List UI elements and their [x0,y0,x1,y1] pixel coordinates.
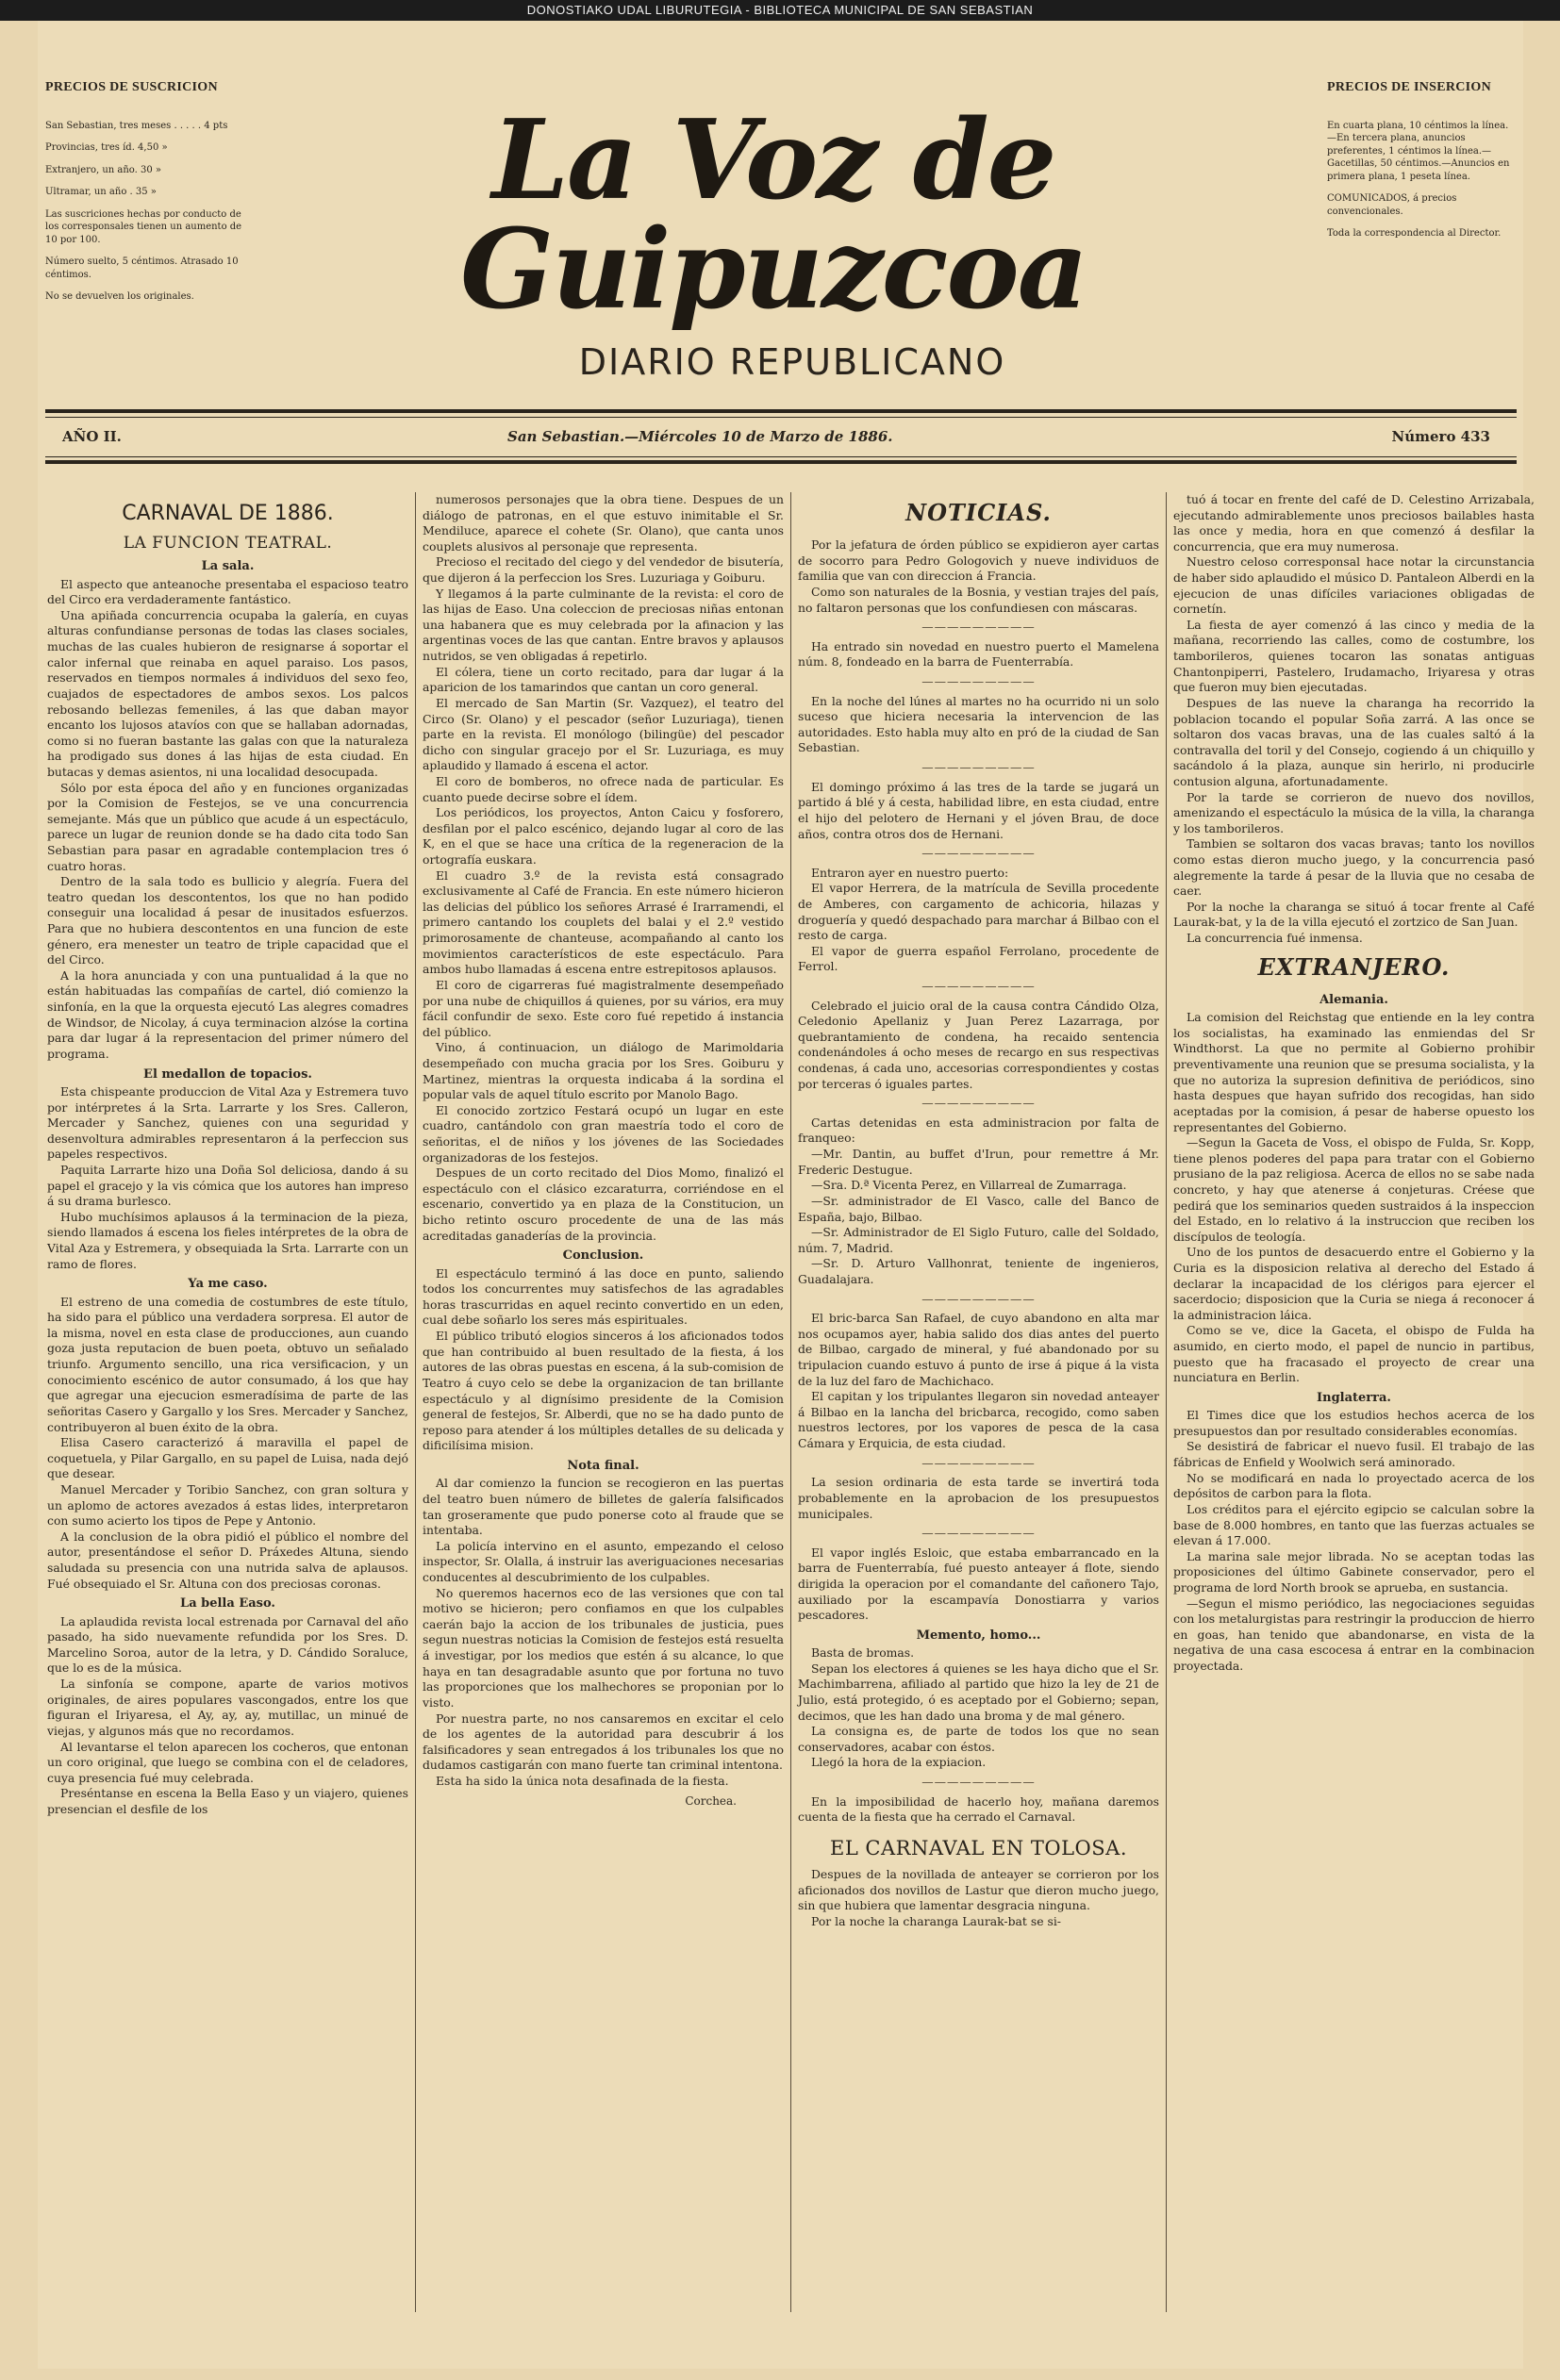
subsection-heading: La sala. [201,559,255,574]
paragraph: El capitan y los tripulantes llegaron sin novedad anteayer á Bilbao en la lancha del bricbarca, recogido, como saben nuestros lectores, por los vapores de pesca de la casa Cámara y Erquicia, de esta ciudad. [798,1389,1159,1451]
column-divider [415,492,416,2312]
separator: ————————— [921,1455,1036,1470]
paragraph: La marina sale mejor librada. No se aceptan todas las proposiciones del último Gabinete conservador, pero el programa de lord North brook se aprueba, en sustancia. [1173,1548,1535,1595]
paragraph: La sesion ordinaria de esta tarde se invertirá toda probablemente en la aprobacion de los presupuestos municipales. [798,1475,1159,1521]
subscription-line: Las suscriciones hechas por conducto de los corresponsales tienen un aumento de 10 por 100. [45,208,242,245]
paragraph: tuó á tocar en frente del café de D. Celestino Arrizabala, ejecutando admirablemente unos preciosos bailables hasta las once y media, hora en que comenzó á desfilar la concurrencia, que era muy numerosa. [1173,492,1535,554]
paragraph: numerosos personajes que la obra tiene. Despues de un diálogo de patronas, en el que estuvo inimitable el Sr. Mendiluce, aparece el cohete (Sr. Olano), que canta unos couplets alusivos al personaje que representa. [423,492,784,554]
subsection-heading: Inglaterra. [1317,1390,1391,1405]
paragraph: Cartas detenidas en esta administracion por falta de franqueo: [798,1115,1159,1146]
article-title: EL CARNAVAL EN TOLOSA. [829,1836,1127,1859]
paragraph: Por la noche la charanga Laurak-bat se si- [811,1913,1061,1928]
paragraph: En la imposibilidad de hacerlo hoy, mañana daremos cuenta de la fiesta que ha cerrado el Carnaval. [798,1793,1159,1825]
paragraph: La fiesta de ayer comenzó á las cinco y media de la mañana, recorriendo las calles, como de costumbre, los tamborileros, quienes tocaron las sonatas antiguas Chantonpiperri, Pastelero, Irudamacho, Iriyaresa y otras que fueron muy bien ejecutadas. [1173,617,1535,695]
paragraph: —Sr. D. Arturo Vallhonrat, teniente de ingenieros, Guadalajara. [798,1256,1159,1286]
library-banner: DONOSTIAKO UDAL LIBURUTEGIA - BIBLIOTECA MUNICIPAL DE SAN SEBASTIAN [0,0,1560,21]
top-rule [45,409,1517,413]
paragraph: La comision del Reichstag que entiende en la ley contra los socialistas, ha examinado las enmiendas del Sr Windthorst. La que no permite al Gobierno prohibir preventivamente una reunion que se presuma socialista, y la que no autoriza la supresion definitiva de periódicos, sino hasta despues que hayan sufrido dos recogidas, han sido aceptadas por la comision, á pesar de haberse opuesto los representantes del Gobierno. [1173,1010,1535,1134]
paragraph: Celebrado el juicio oral de la causa contra Cándido Olza, Celedonio Apellaniz y Juan Perez Lazarraga, por quebrantamiento de condena, ha recaido sentencia condenándoles á ocho meses de recargo en sus respectivas condenas, á cada uno, accesorias correspondientes y costas por terceras ó iguales partes. [798,998,1159,1091]
paragraph: Despues de la novillada de anteayer se corrieron por los aficionados dos novillos de Lastur que dieron mucho juego, sin que hubiera que lamentar desgracia ninguna. [798,1867,1159,1913]
year-label: AÑO II. [62,428,122,445]
paragraph: Se desistirá de fabricar el nuevo fusil. El trabajo de las fábricas de Enfield y Woolwich será aminorado. [1173,1439,1535,1470]
paragraph: Nuestro celoso corresponsal hace notar la circunstancia de haber sido aplaudido el músico D. Pantaleon Alberdi en la ejecucion de unas difíciles variaciones obligadas de cornetín. [1173,554,1535,617]
section-subtitle: LA FUNCION TEATRAL. [123,534,333,554]
paragraph: El bric-barca San Rafael, de cuyo abandono en alta mar nos ocupamos ayer, habia salido dos dias antes del puerto de Bilbao, cargado de mineral, y fué abandonado por su tripulacion cuando estuvo á punto de irse á pique á la vista de la luz del faro de Machichaco. [798,1311,1159,1388]
top-rule-thin [45,417,1517,418]
subsection-heading: Alemania. [1319,992,1388,1007]
paragraph: Llegó la hora de la expiacion. [811,1755,987,1770]
paragraph: Ha entrado sin novedad en nuestro puerto el Mamelena núm. 8, fondeado en la barra de Fuenterrabía. [798,638,1159,669]
paragraph: La concurrencia fué inmensa. [1187,931,1363,946]
paragraph: La aplaudida revista local estrenada por Carnaval del año pasado, ha sido nuevamente refundida por los Sres. D. Marcelino Soroa, autor de la letra, y D. Cándido Soraluce, que lo es de la música. [47,1613,408,1676]
separator: ————————— [921,1096,1036,1111]
paragraph: El mercado de San Martin (Sr. Vazquez), el teatro del Circo (Sr. Olano) y el pescador (señor Luzuriaga), tienen parte en la revista. El monólogo (bilingüe) del pescador dicho con singular gracejo por el Sr. Luzuriaga, es muy aplaudido y llamado á escena el actor. [423,695,784,773]
date-rule [45,460,1517,464]
subsection-heading: Nota final. [567,1458,639,1473]
paragraph: Los periódicos, los proyectos, Anton Caicu y fosforero, desfilan por el palco escénico, dejando lugar al coro de las K, en el que se hace una crítica de la regeneracion de la ortografía euskara. [423,805,784,868]
subscription-line: Extranjero, un año. 30 » [45,164,162,175]
column-4 [1173,492,1535,1675]
column-2 [423,492,784,1809]
subsection-heading: Conclusion. [562,1248,644,1264]
insertion-line: Toda la correspondencia al Director. [1327,228,1502,240]
paragraph: Entraron ayer en nuestro puerto: [811,865,1009,880]
paragraph: Al dar comienzo la funcion se recogieron en las puertas del teatro buen número de billetes de galería falsificados tan groseramente que pudo ponerse coto al fraude que se intentaba. [423,1476,784,1538]
separator: ————————— [921,620,1036,635]
section-title: CARNAVAL DE 1886. [122,502,334,525]
paragraph: —Sra. D.ª Vicenta Perez, en Villarreal de Zumarraga. [811,1178,1127,1193]
insertion-title: PRECIOS DE INSERCION [1327,80,1492,94]
subscription-line: Provincias, tres íd. 4,50 » [45,142,168,154]
paragraph: —Sr. administrador de El Vasco, calle del Banco de España, bajo, Bilbao. [798,1193,1159,1224]
section-banner: NOTICIAS. [905,499,1052,526]
paragraph: El vapor Herrera, de la matrícula de Sevilla procedente de Amberes, con cargamento de achicoria, hilazas y droguería y quedó despachado para marchar á Bilbao con el resto de carga. [798,881,1159,943]
paragraph: Una apiñada concurrencia ocupaba la galería, en cuyas alturas confundianse personas de todas las clases sociales, muchas de las cuales hubieron de resignarse á soportar el calor infernal que reinaba en aquel paraiso. Los pasos, reservados en tiempos normales á individuos del sexo feo, cuajados de espectadores de ambos sexos. Los palcos rebosando bellezas femeniles, á las que daban mayor encanto los lujosos atavíos con que se hallaban adornadas, como si no fueran bastante las galas con que la naturaleza ha prodigado sus dones á las hijas de esta ciudad. En butacas y demas asientos, ni una localidad desocupada. [47,607,408,779]
paragraph: El domingo próximo á las tres de la tarde se jugará un partido á blé y á cesta, habilidad libre, en esta ciudad, entre el hijo del pelotero de Hernani y el jóven Brau, de doce años, contra otros dos de Hernani. [798,779,1159,841]
issue-date: San Sebastian.—Miércoles 10 de Marzo de 1886. [507,428,893,445]
paragraph: La policía intervino en el asunto, empezando el celoso inspector, Sr. Olalla, á instruir las averiguaciones necesarias conducentes al descubrimiento de los culpables. [423,1538,784,1585]
paragraph: La consigna es, de parte de todos los que no sean conservadores, acabar con éstos. [798,1724,1159,1754]
subsection-heading: El medallon de topacios. [143,1066,312,1082]
paragraph: El público tributó elogios sinceros á los aficionados todos que han contribuido al buen resultado de la fiesta, á los autores de las obras puestas en escena, á la sub-comision de Teatro á cuyo celo se debe la organizacion de tan brillante espectáculo y al dignísimo presidente de la Comision general de festejos, Sr. Alberdi, que no se ha dado punto de reposo para atender á los múltiples detalles de su delicada y dificilísima mision. [423,1329,784,1453]
subsection-heading: La bella Easo. [180,1596,275,1611]
column-divider [790,492,791,2312]
paragraph: Al levantarse el telon aparecen los cocheros, que entonan un coro original, que luego se combina con el de celadores, cuya presencia fué muy celebrada. [47,1739,408,1785]
paragraph: El conocido zortzico Festará ocupó un lugar en este cuadro, cantándolo con gran maestría todo el coro de señoritas, el de niños y los jóvenes de las Sociedades organizadoras de los festejos. [423,1102,784,1165]
separator: ————————— [921,760,1036,775]
paragraph: A la conclusion de la obra pidió el público el nombre del autor, presentándose el señor D. Práxedes Altuna, siendo saludada su presencia con una nutrida salva de aplausos. Fué obsequiado el Sr. Altuna con dos preciosas coronas. [47,1529,408,1591]
subsection-heading: Ya me caso. [188,1277,268,1292]
paragraph: Por la tarde se corrieron de nuevo dos novillos, amenizando el espectáculo la música de la villa, la charanga y los tamborileros. [1173,789,1535,835]
section-banner: EXTRANJERO. [1257,952,1451,981]
paragraph: Preséntanse en escena la Bella Easo y un viajero, quienes presencian el desfile de los [47,1786,408,1816]
paragraph: En la noche del lúnes al martes no ha ocurrido ni un solo suceso que hiciera necesaria la intervencion de las autoridades. Esto habla muy alto en pró de la ciudad de San Sebastian. [798,693,1159,755]
paragraph: Como son naturales de la Bosnia, y vestian trajes del país, no faltaron personas que los confundiesen con máscaras. [798,584,1159,615]
separator: ————————— [921,846,1036,861]
paragraph: Los créditos para el ejército egipcio se calculan sobre la base de 8.000 hombres, en tanto que las fuerzas actuales se elevan á 17.000. [1173,1501,1535,1548]
issue-number: Número 433 [1391,428,1490,445]
paragraph: Esta chispeante produccion de Vital Aza y Estremera tuvo por intérpretes á la Srta. Larrarte y los Sres. Calleron, Mercader y Sanchez, quienes con una seguridad y desenvoltura admirables representaron á la perfeccion sus papeles respectivos. [47,1083,408,1162]
paragraph: Hubo muchísimos aplausos á la terminacion de la pieza, siendo llamados á escena los fieles intérpretes de la obra de Vital Aza y Estremera, y obsequiada la Srta. Larrarte con un ramo de flores. [47,1209,408,1271]
paragraph: —Sr. Administrador de El Siglo Futuro, calle del Soldado, núm. 7, Madrid. [798,1225,1159,1255]
separator: ————————— [921,1526,1036,1541]
paragraph: Basta de bromas. [811,1645,915,1661]
paragraph: Despues de un corto recitado del Dios Momo, finalizó el espectáculo con el clásico ezcaraturra, corriéndose en el escenario, convertido ya en plaza de la Constitucion, un bicho retinto oscuro procedente de una de las más acreditadas ganaderías de la provincia. [423,1165,784,1243]
paragraph: Por nuestra parte, no nos cansaremos en excitar el celo de los agentes de la autoridad para descubrir á los falsificadores y sean entregados á los tribunales los que no dudamos castigarán con mano fuerte tan criminal intentona. [423,1711,784,1773]
column-1 [47,492,408,1818]
paragraph: Por la jefatura de órden público se expidieron ayer cartas de socorro para Pedro Gologovich y nueve individuos de familia que van con direccion á Francia. [798,537,1159,584]
paragraph: El estreno de una comedia de costumbres de este título, ha sido para el público una verdadera sorpresa. El autor de la misma, novel en esta clase de producciones, aun cuando goza justa reputacion de buen poeta, obtuvo un señalado triunfo. Argumento sencillo, una rica versificacion, y un conocimiento escénico de autor consumado, á los que hay que agregar una ejecucion esmeradísima de parte de las señoritas Casero y Gargallo y los Sres. Mercader y Sanchez, contribuyeron al buen éxito de la obra. [47,1294,408,1434]
paragraph: El Times dice que los estudios hechos acerca de los presupuestos dan por resultado considerables economías. [1173,1408,1535,1438]
paragraph: —Mr. Dantin, au buffet d'Irun, pour remettre á Mr. Frederic Destugue. [798,1147,1159,1177]
paragraph: Elisa Casero caracterizó á maravilla el papel de coquetuela, y Pilar Gargallo, en su papel de Luisa, nada dejó que desear. [47,1435,408,1481]
paragraph: Y llegamos á la parte culminante de la revista: el coro de las hijas de Easo. Una coleccion de preciosas niñas entonan una habanera que es muy celebrada por la afinacion y las argentinas voces de las que cantan. Entre bravos y aplausos nutridos, se ven obligadas á repetirlo. [423,586,784,664]
paragraph: Vino, á continuacion, un diálogo de Marimoldaria desempeñado con mucha gracia por los Sres. Goiburu y Martinez, mientras la orquesta indicaba á la sordina el popular vals de aquel título escrito por Manolo Bago. [423,1040,784,1102]
paragraph: El coro de bomberos, no ofrece nada de particular. Es cuanto puede decirse sobre el ídem. [423,773,784,804]
paragraph: El vapor inglés Esloic, que estaba embarrancado en la barra de Fuenterrabía, fué puesto anteayer á flote, siendo dirigida la operacion por el comandante del cañonero Tajo, auxiliado por la escampavía Donostiarra y varios pescadores. [798,1545,1159,1623]
separator: ————————— [921,674,1036,689]
subscription-line: Ultramar, un año . 35 » [45,187,157,198]
paragraph: A la hora anunciada y con una puntualidad á la que no están habituadas las compañías de cartel, dió comienzo la sinfonía, en la que la orquesta ejecutó Las alegres comadres de Windsor, de Nicolay, á cuya terminacion alzóse la cortina para dar lugar á la representacion del primer número del programa. [47,967,408,1061]
subscription-prices [45,79,243,313]
insertion-line: En cuarta plana, 10 céntimos la línea.—En tercera plana, anuncios preferentes, 1 céntimos la línea.—Gacetillas, 50 céntimos.—Anuncios en primera plana, 1 peseta línea. [1327,120,1510,182]
column-3 [798,492,1159,1929]
paragraph: El aspecto que anteanoche presentaba el espacioso teatro del Circo era verdaderamente fantástico. [47,576,408,607]
paragraph: Despues de las nueve la charanga ha recorrido la poblacion tocando el popular Soña zarrá. A las once se soltaron dos vacas bravas, una de las cuales saltó á la contravalla del toril y del Consejo, cogiendo á un chiquillo y sacándolo á la plaza, aunque sin herirlo, ni producirle contusion alguna, afortunadamente. [1173,695,1535,788]
separator: ————————— [921,979,1036,993]
subsection-heading: Memento, homo... [916,1628,1041,1643]
newspaper-title: La Voz de Guipuzcoa [460,96,1087,334]
paragraph: Tambien se soltaron dos vacas bravas; tanto los novillos como estas dieron mucho juego, y la concurrencia pasó alegremente la tarde á pesar de la lluvia que no cesaba de caer. [1173,836,1535,899]
subscription-line: Número suelto, 5 céntimos. Atrasado 10 céntimos. [45,256,239,280]
paragraph: Por la noche la charanga se situó á tocar frente al Café Laurak-bat, y la de la villa ejecutó el zortzico de San Juan. [1173,899,1535,930]
insertion-line: COMUNICADOS, á precios convencionales. [1327,193,1457,217]
newspaper-page [38,21,1535,2369]
paragraph: —Segun la Gaceta de Voss, el obispo de Fulda, Sr. Kopp, tiene plenos poderes del papa para tratar con el Gobierno prusiano de la paz religiosa. Acerca de ellos no se sabe nada concreto, y hay que atenerse á conjeturas. Créese que pedirá que los seminarios queden sustraidos á la inspeccion del Estado, en lo relativo á la instruccion que reciben los discípulos de teología. [1173,1135,1535,1244]
paragraph: El cuadro 3.º de la revista está consagrado exclusivamente al Café de Francia. En este número hicieron las delicias del público los señores Arrasé é Irarramendi, el primero cantando los couplets del balai y el 2.º vestido primorosamente de chanteuse, acompañando al canto los movimientos característicos de este espectáculo. Para ambos hubo llamadas á escena entre estrepitosos aplausos. [423,868,784,977]
paragraph: Como se ve, dice la Gaceta, el obispo de Fulda ha asumido, en cierto modo, el papel de nuncio in partibus, puesto que ha fracasado el proyecto de crear una nunciatura en Berlin. [1173,1323,1535,1385]
paragraph: El espectáculo terminó á las doce en punto, saliendo todos los concurrentes muy satisfechos de las agradables horas trascurridas en aquel recinto convertido en un eden, cual debe soñarlo los seres más espirituales. [423,1265,784,1328]
paragraph: Esta ha sido la única nota desafinada de la fiesta. [436,1773,729,1788]
paragraph: El vapor de guerra español Ferrolano, procedente de Ferrol. [798,943,1159,974]
date-rule-thin [45,456,1517,457]
paragraph: No se modificará en nada lo proyectado acerca de los depósitos de carbon para la flota. [1173,1470,1535,1501]
paragraph: Uno de los puntos de desacuerdo entre el Gobierno y la Curia es la disposicion relativa al derecho del Estado á declarar la incapacidad de los clérigos para ejercer el sacerdocio; disposicion que la Curia se niega á reconocer á la administracion láica. [1173,1245,1535,1322]
subscription-line: No se devuelven los originales. [45,291,194,303]
paragraph: La sinfonía se compone, aparte de varios motivos originales, de aires populares vascongados, entre los que figuran el Iriyaresa, el Ay, ay, ay, mutillac, un minué de viejas, y algunos más que no recordamos. [47,1677,408,1738]
separator: ————————— [921,1291,1036,1306]
paragraph: Paquita Larrarte hizo una Doña Sol deliciosa, dando á su papel el gracejo y la vis cómica que los autores han impreso á su drama burlesco. [47,1162,408,1209]
column-divider [1166,492,1167,2312]
paragraph: —Segun el mismo periódico, las negociaciones seguidas con los metalurgistas para restringir la produccion de hierro en goas, han tenido que abandonarse, en vista de la negativa de una casa escocesa á entrar en la combinacion proyectada. [1173,1595,1535,1674]
paragraph: Sepan los electores á quienes se les haya dicho que el Sr. Machimbarrena, afiliado al partido que hizo la ley de 21 de Julio, está protegido, ó es aceptado por el Gobierno; sepan, decimos, que les han dado una broma y de mal género. [798,1661,1159,1723]
paragraph: Precioso el recitado del ciego y del vendedor de bisutería, que dijeron á la perfeccion los Sres. Luzuriaga y Goiburu. [423,554,784,586]
subscription-line: San Sebastian, tres meses . . . . . 4 pts [45,120,228,131]
signature: Corchea. [685,1793,737,1808]
paragraph: No queremos hacernos eco de las versiones que con tal motivo se hicieron; pero confiamos en que los culpables caerán bajo la accion de los tribunales de justicia, pues segun nuestras noticias la Comision de festejos está resuelta á investigar, por los medios que estén á su alcance, lo que haya en tan desagradable asunto que por fortuna no tuvo las proporciones que los malhechores se proponian por lo visto. [423,1585,785,1710]
paragraph: El cólera, tiene un corto recitado, para dar lugar á la aparicion de los tamarindos que cantan un coro general. [423,664,784,695]
subscription-title: PRECIOS DE SUSCRICION [45,80,218,94]
newspaper-subtitle: DIARIO REPUBLICANO [578,341,1006,383]
paragraph: Dentro de la sala todo es bullicio y alegría. Fuera del teatro quedan los descontentos, los que no han podido conseguir una localidad á pesar de inusitados esfuerzos. Para que no hubiera descontentos en una funcion de este género, era menester un teatro de triple capacidad que el del Circo. [47,874,408,967]
insertion-prices [1327,79,1516,250]
paragraph: El coro de cigarreras fué magistralmente desempeñado por una nube de chiquillos á quienes, por su vários, era muy fácil confundir de sexo. Este coro fué repetido á instancia del público. [423,977,784,1039]
paragraph: Manuel Mercader y Toribio Sanchez, con gran soltura y un aplomo de actores avezados á estas lides, interpretaron con sumo acierto los tipos de Pepe y Antonio. [47,1481,408,1529]
separator: ————————— [921,1775,1036,1790]
paragraph: Sólo por esta época del año y en funciones organizadas por la Comision de Festejos, se ve una concurrencia semejante. Más que un público que acude á un espectáculo, parece un lugar de reunion donde se ha dado cita todo San Sebastian para pasar en agradable contemplacion tres ó cuatro horas. [47,780,408,873]
